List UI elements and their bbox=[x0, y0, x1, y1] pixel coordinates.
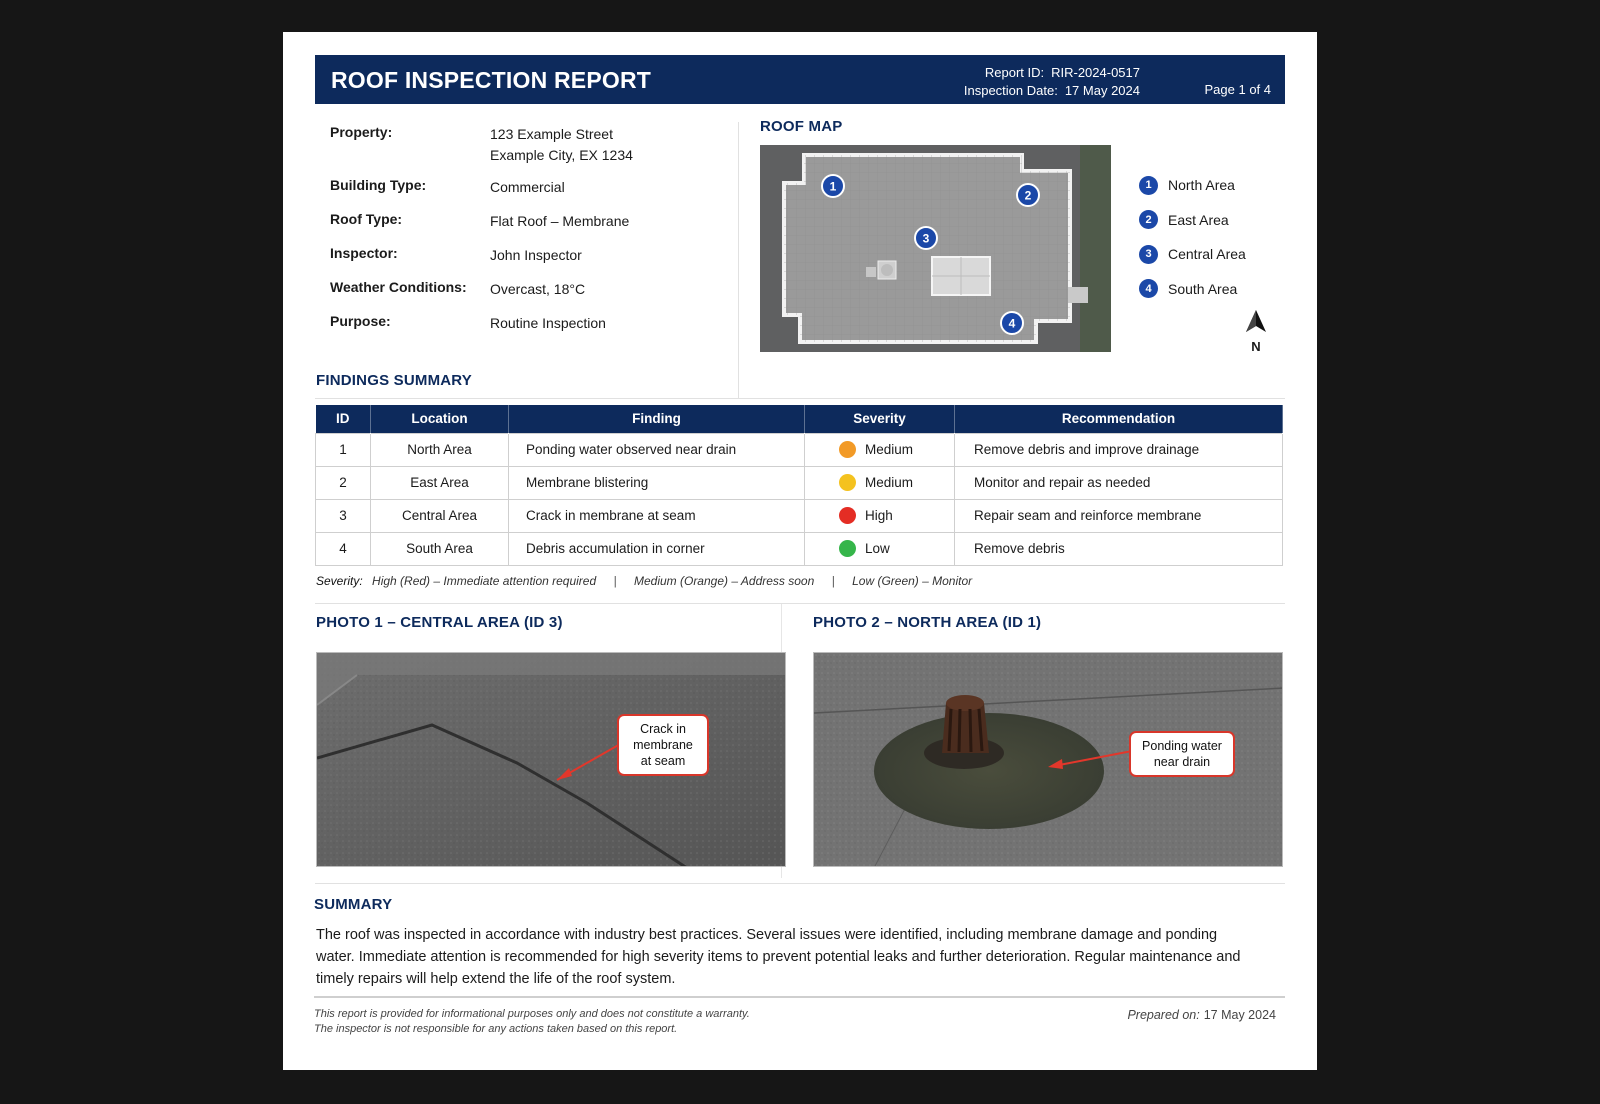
severity-label: High bbox=[865, 508, 893, 523]
property-line2: Example City, EX 1234 bbox=[490, 147, 633, 163]
footer-divider bbox=[314, 996, 1285, 998]
photo2-callout bbox=[1129, 731, 1235, 777]
severity-dot-icon bbox=[839, 507, 856, 524]
cell-severity bbox=[805, 532, 955, 565]
photo2-title: PHOTO 2 – NORTH AREA (ID 1) bbox=[813, 614, 1042, 631]
cell-recommendation: Monitor and repair as needed bbox=[955, 466, 1283, 499]
inspection-date: 17 May 2024 bbox=[1064, 83, 1140, 98]
marker-4-icon: 4 bbox=[1139, 279, 1158, 298]
legend-label: North Area bbox=[1168, 177, 1235, 194]
table-header bbox=[316, 405, 1283, 433]
property-line1: 123 Example Street bbox=[490, 126, 613, 142]
findings-title: FINDINGS SUMMARY bbox=[316, 372, 472, 389]
footer-disclaimer bbox=[314, 1007, 750, 1037]
svg-text:2: 2 bbox=[1024, 188, 1032, 203]
weather-label: Weather Conditions: bbox=[330, 279, 467, 295]
divider bbox=[315, 883, 1285, 884]
table-row bbox=[316, 532, 1283, 565]
roof-map-title: ROOF MAP bbox=[760, 118, 843, 135]
report-header bbox=[315, 55, 1285, 104]
cell-id: 4 bbox=[316, 532, 371, 565]
severity-high-note: High (Red) – Immediate attention required bbox=[372, 574, 597, 588]
weather-value: Overcast, 18°C bbox=[490, 281, 586, 297]
photo1-callout bbox=[617, 714, 709, 776]
table-row bbox=[316, 433, 1283, 466]
col-location: Location bbox=[371, 405, 509, 433]
roof-marker-3[interactable] bbox=[915, 227, 937, 249]
cell-severity bbox=[805, 499, 955, 532]
report-title: ROOF INSPECTION REPORT bbox=[331, 67, 652, 93]
svg-text:1: 1 bbox=[829, 179, 837, 194]
prepared-on bbox=[1127, 1008, 1276, 1022]
cell-id: 3 bbox=[316, 499, 371, 532]
report-id-label: Report ID: bbox=[984, 65, 1045, 80]
marker-1-icon: 1 bbox=[1139, 176, 1158, 195]
legend-label: East Area bbox=[1168, 211, 1229, 228]
page-number: Page 1 of 4 bbox=[1204, 82, 1271, 97]
roof-type-value: Flat Roof – Membrane bbox=[490, 213, 630, 229]
severity-legend bbox=[316, 574, 972, 588]
callout-line: Ponding water bbox=[1142, 739, 1222, 753]
roof-map-legend bbox=[1139, 168, 1246, 306]
property-label: Property: bbox=[330, 124, 393, 140]
legend-item-south bbox=[1139, 272, 1246, 307]
separator: | bbox=[613, 574, 617, 588]
cell-id: 1 bbox=[316, 433, 371, 466]
callout-line: Crack in bbox=[640, 722, 686, 736]
photo1-title: PHOTO 1 – CENTRAL AREA (ID 3) bbox=[316, 614, 563, 631]
cell-finding: Debris accumulation in corner bbox=[509, 532, 805, 565]
inspector-value: John Inspector bbox=[490, 247, 582, 263]
table-row bbox=[316, 499, 1283, 532]
severity-label: Low bbox=[865, 541, 890, 556]
disclaimer-line: The inspector is not responsible for any actions taken based on this report. bbox=[314, 1023, 678, 1035]
legend-item-east bbox=[1139, 203, 1246, 238]
severity-label: Medium bbox=[865, 475, 914, 490]
marker-3-icon: 3 bbox=[1139, 245, 1158, 264]
report-id: RIR-2024-0517 bbox=[1051, 65, 1140, 80]
cell-location: North Area bbox=[371, 433, 509, 466]
callout-line: near drain bbox=[1153, 755, 1211, 769]
summary-text: The roof was inspected in accordance with industry best practices. Several issues were identified, including membrane damage and ponding water. Immediate attention is recommended for high severity items to prevent potential leaks and further deterioration. Regular maintenance and timely repairs will help extend the life of the roof system. bbox=[316, 927, 1241, 987]
col-id: ID bbox=[316, 405, 371, 433]
roof-type-label: Roof Type: bbox=[330, 211, 403, 227]
table-row bbox=[316, 466, 1283, 499]
summary-title: SUMMARY bbox=[314, 896, 393, 913]
prepared-date: 17 May 2024 bbox=[1203, 1008, 1276, 1022]
legend-item-central bbox=[1139, 237, 1246, 272]
divider bbox=[738, 122, 739, 398]
prepared-label: Prepared on: bbox=[1127, 1008, 1200, 1022]
purpose-label: Purpose: bbox=[330, 313, 391, 329]
legend-label: Central Area bbox=[1168, 246, 1246, 263]
legend-item-north bbox=[1139, 168, 1246, 203]
roof-map-image bbox=[760, 145, 1111, 352]
north-arrow bbox=[1246, 310, 1266, 354]
roof-marker-4[interactable] bbox=[1001, 312, 1023, 334]
inspector-label: Inspector: bbox=[330, 245, 398, 261]
north-label: N bbox=[1251, 339, 1261, 354]
divider bbox=[315, 603, 1285, 604]
cell-id: 2 bbox=[316, 466, 371, 499]
col-finding: Finding bbox=[509, 405, 805, 433]
svg-text:3: 3 bbox=[922, 231, 930, 246]
building-type-label: Building Type: bbox=[330, 177, 427, 193]
marker-2-icon: 2 bbox=[1139, 210, 1158, 229]
divider bbox=[315, 398, 1285, 399]
severity-dot-icon bbox=[839, 474, 856, 491]
cell-finding: Ponding water observed near drain bbox=[509, 433, 805, 466]
building-type-value: Commercial bbox=[490, 179, 565, 195]
severity-label: Medium bbox=[865, 442, 914, 457]
report-page bbox=[283, 32, 1317, 1070]
severity-note-label: Severity: bbox=[316, 574, 363, 588]
cell-recommendation: Remove debris bbox=[955, 532, 1283, 565]
report-meta bbox=[964, 64, 1140, 100]
callout-line: at seam bbox=[640, 754, 686, 768]
cell-recommendation: Repair seam and reinforce membrane bbox=[955, 499, 1283, 532]
roof-marker-2[interactable] bbox=[1017, 184, 1039, 206]
purpose-value: Routine Inspection bbox=[490, 315, 606, 331]
severity-low-note: Low (Green) – Monitor bbox=[852, 574, 973, 588]
cell-location: Central Area bbox=[371, 499, 509, 532]
roof-marker-1[interactable] bbox=[822, 175, 844, 197]
disclaimer-line: This report is provided for informational purposes only and does not constitute a warranty. bbox=[314, 1008, 750, 1020]
col-recommendation: Recommendation bbox=[955, 405, 1283, 433]
cell-severity bbox=[805, 466, 955, 499]
north-arrow-icon bbox=[1246, 310, 1266, 334]
cell-finding: Crack in membrane at seam bbox=[509, 499, 805, 532]
photo1-image bbox=[316, 652, 786, 867]
cell-severity bbox=[805, 433, 955, 466]
severity-dot-icon bbox=[839, 441, 856, 458]
cell-location: East Area bbox=[371, 466, 509, 499]
cell-finding: Membrane blistering bbox=[509, 466, 805, 499]
col-severity: Severity bbox=[805, 405, 955, 433]
callout-line: membrane bbox=[633, 738, 693, 752]
severity-medium-note: Medium (Orange) – Address soon bbox=[633, 574, 815, 588]
svg-text:4: 4 bbox=[1008, 316, 1016, 331]
cell-location: South Area bbox=[371, 532, 509, 565]
inspection-date-label: Inspection Date: bbox=[963, 83, 1058, 98]
cell-recommendation: Remove debris and improve drainage bbox=[955, 433, 1283, 466]
legend-label: South Area bbox=[1168, 280, 1238, 297]
separator: | bbox=[831, 574, 835, 588]
photo2-image bbox=[813, 652, 1283, 867]
severity-dot-icon bbox=[839, 540, 856, 557]
findings-table bbox=[315, 405, 1283, 566]
